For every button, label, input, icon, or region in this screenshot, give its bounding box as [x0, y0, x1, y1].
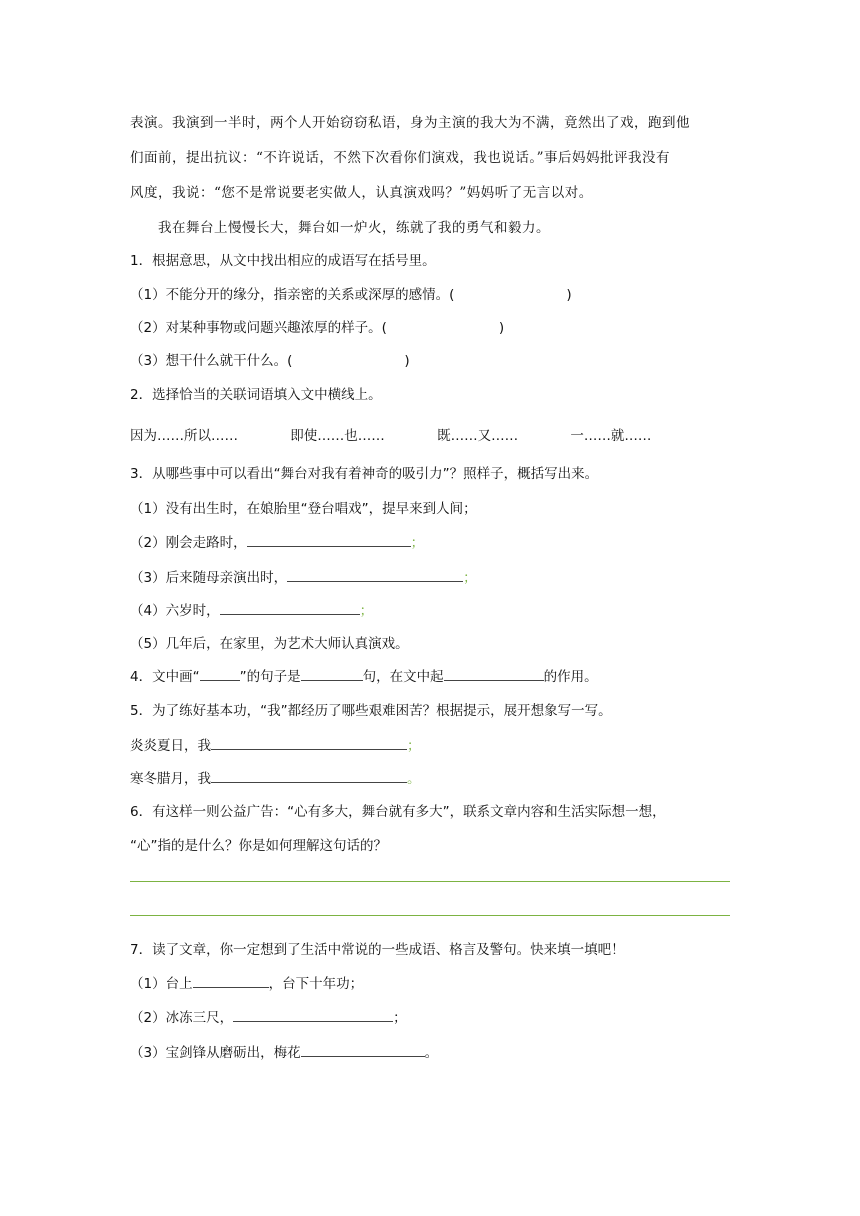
q4-line	[130, 665, 598, 685]
q3-item-2	[130, 531, 424, 551]
q6-answer-line-2[interactable]	[130, 915, 730, 916]
q5-end-1: ；	[407, 738, 421, 754]
q1-item-1	[130, 283, 572, 303]
q4-part-4: 的作用。	[543, 669, 598, 685]
q1-close-3: )	[404, 353, 410, 369]
q5-answer-1[interactable]	[211, 748, 407, 750]
q5-item-1	[130, 734, 421, 754]
q5-end-2: 。	[407, 771, 421, 787]
q1-item-2	[130, 316, 504, 336]
q4-part-3: 句，在文中起	[362, 669, 444, 685]
q7-item-1-text: （1）台上	[130, 976, 193, 992]
q6-stem-line-2: “心”指的是什么？你是如何理解这句话的？	[130, 838, 387, 854]
q3-stem: 3．从哪些事中可以看出“舞台对我有着神奇的吸引力”？照样子，概括写出来。	[130, 466, 599, 482]
q1-close-1: )	[566, 287, 572, 303]
q3-item-4	[130, 599, 373, 619]
q1-item-2-text: （2）对某种事物或问题兴趣浓厚的样子。(	[130, 320, 387, 336]
q3-item-3-text: （3）后来随母亲演出时，	[130, 570, 288, 586]
q7-item-2-text: （2）冰冻三尺，	[130, 1010, 234, 1026]
q1-stem: 1．根据意思，从文中找出相应的成语写在括号里。	[130, 253, 436, 269]
q7-stem: 7．读了文章，你一定想到了生活中常说的一些成语、格言及警句。快来填一填吧！	[130, 942, 625, 958]
q2-stem: 2．选择恰当的关联词语填入文中横线上。	[130, 387, 382, 403]
q1-item-3-text: （3）想干什么就干什么。(	[130, 353, 293, 369]
q2-option-4: 一……就……	[570, 428, 652, 444]
q5-answer-2[interactable]	[211, 781, 407, 783]
q7-item-3-end: 。	[424, 1045, 439, 1061]
q7-answer-3[interactable]	[301, 1055, 425, 1057]
q7-answer-2[interactable]	[233, 1020, 393, 1022]
q2-option-3: 既……又……	[437, 428, 519, 444]
q3-item-3	[130, 566, 477, 586]
q3-item-2-text: （2）刚会走路时，	[130, 535, 247, 551]
q4-part-1: 4．文中画“	[130, 669, 200, 685]
q3-answer-4[interactable]	[220, 613, 360, 615]
passage-line-1: 表演。我演到一半时，两个人开始窃窃私语，身为主演的我大为不满，竟然出了戏，跑到他	[130, 115, 690, 131]
q7-answer-1[interactable]	[193, 986, 269, 988]
q3-answer-3[interactable]	[287, 580, 463, 582]
q7-item-1-end: ，台下十年功；	[268, 976, 364, 992]
q6-stem-line-1: 6．有这样一则公益广告：“心有多大，舞台就有多大”，联系文章内容和生活实际想一想，	[130, 804, 666, 820]
q3-answer-2[interactable]	[247, 545, 411, 547]
q2-option-2: 即使……也……	[290, 428, 385, 444]
q6-answer-line-1[interactable]	[130, 881, 730, 882]
q3-item-1: （1）没有出生时，在娘胎里“登台唱戏”，提早来到人间；	[130, 501, 477, 517]
passage-line-4: 我在舞台上慢慢长大，舞台如一炉火，练就了我的勇气和毅力。	[158, 220, 550, 236]
q3-semicolon-4: ；	[359, 603, 374, 619]
q1-close-2: )	[498, 320, 505, 336]
passage-line-3: 风度，我说：“您不是常说要老实做人，认真演戏吗？”妈妈听了无言以对。	[130, 185, 593, 201]
q7-item-3	[130, 1041, 438, 1061]
passage-line-2: 们面前，提出抗议：“不许说话，不然下次看你们演戏，我也说话。”事后妈妈批评我没有	[130, 150, 671, 166]
q3-semicolon-3: ；	[463, 570, 477, 586]
q4-answer-function[interactable]	[444, 679, 544, 681]
q3-item-4-text: （4）六岁时，	[130, 603, 220, 619]
q5-item-1-text: 炎炎夏日，我	[130, 738, 211, 754]
q5-item-2	[130, 767, 421, 787]
q4-answer-sentence-type[interactable]	[301, 679, 363, 681]
q3-item-5: （5）几年后，在家里，为艺术大师认真演戏。	[130, 636, 409, 652]
q2-option-1: 因为……所以……	[130, 428, 238, 444]
q3-semicolon-2: ；	[410, 535, 425, 551]
q7-item-2	[130, 1006, 407, 1026]
q7-item-1	[130, 972, 363, 992]
q1-item-3	[130, 349, 410, 369]
q7-item-3-text: （3）宝剑锋从磨砺出，梅花	[130, 1045, 301, 1061]
q4-part-2: ”的句子是	[239, 669, 301, 685]
q1-item-1-text: （1）不能分开的缘分，指亲密的关系或深厚的感情。(	[130, 287, 455, 303]
q7-item-2-end: ；	[393, 1010, 407, 1026]
q5-item-2-text: 寒冬腊月，我	[130, 771, 211, 787]
q4-underline-mark	[200, 679, 240, 681]
q2-options	[130, 424, 699, 444]
q5-stem: 5．为了练好基本功，“我”都经历了哪些艰难困苦？根据提示，展开想象写一写。	[130, 703, 612, 719]
